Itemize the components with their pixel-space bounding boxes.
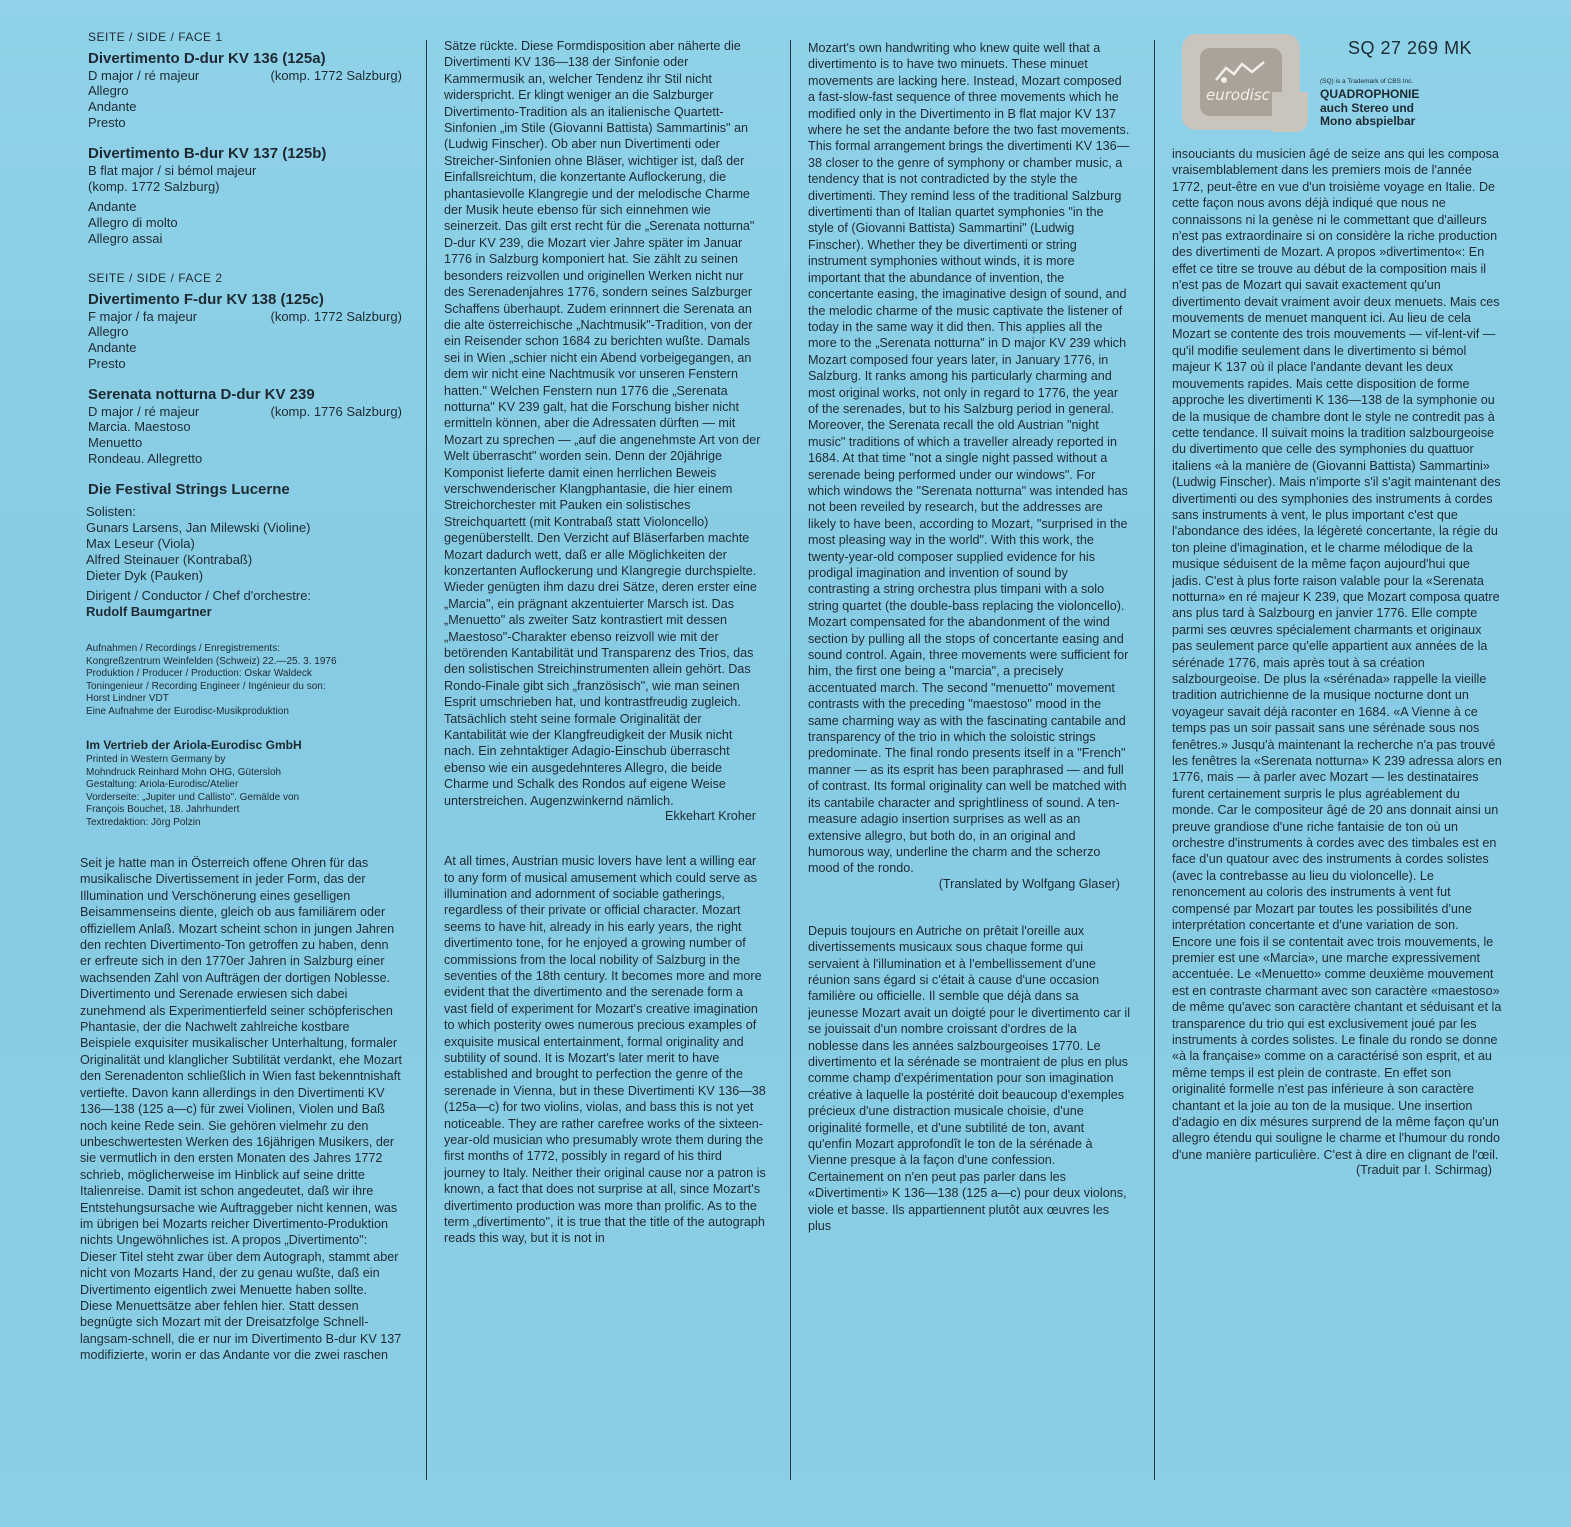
quadrophonie-note: [1320, 88, 1419, 129]
trademark-note: (SQ) is a Trademark of CBS Inc.: [1320, 78, 1414, 85]
print-credits: [86, 754, 402, 829]
column-3: [808, 30, 1130, 1490]
credit-line: Textredaktion: Jörg Polzin: [86, 816, 201, 828]
english-essay-part1: At all times, Austrian music lovers have lent a willing ear to any form of musical amusement which could serve as illumination and adornment of sociable gatherings, regardless of their private or official character. Mozart seems to have hit, already in his early years, the right divertimento tone, for he enjoyed a growing number of commissions from the local nobility of Salzburg in the seventies of the 18th century. It becomes more and more evident that the divertimento and the serenade form a vast field of experiment for Mozart's creative imagination to which posterity owes numerous precious examples of exquisite musical entertainment, formal originality and subtility of sound. It is Mozart's later merit to have established and brought to perfection the genre of the serenade in Vienna, but in these Divertimenti KV 136—38 (125a—c) for two violins, violas, and bass this is not yet noticeable. They are rather carefree works of the sixteen-year-old musician who presumably wrote them during the first months of 1772, possibly in regard of his third journey to Italy. Neither their original cause nor a patron is known, a fact that does not surprise at all, since Mozart's divertimento production was more than prolific. As to the term „divertimento", it is true that the title of the autograph reads this way, but it is not in: [444, 854, 766, 1246]
column-divider: [790, 40, 791, 1480]
work-entry: [80, 50, 402, 131]
work-entry: [80, 291, 402, 372]
quad-line: QUADROPHONIE: [1320, 87, 1420, 101]
movement: Rondeau. Allegretto: [88, 451, 203, 466]
work-komp: (komp. 1772 Salzburg): [270, 68, 402, 83]
movement: Allegro di molto: [88, 215, 178, 230]
work-title: Divertimento F-dur KV 138 (125c): [88, 291, 324, 308]
recording-credits: [86, 643, 402, 718]
movement: Allegro assai: [88, 231, 163, 246]
work-key-line: [88, 68, 402, 83]
work-key-line: [88, 404, 402, 419]
work-title: Divertimento B-dur KV 137 (125b): [88, 145, 327, 162]
work-key: F major / fa majeur: [88, 309, 198, 324]
french-essay-signature: (Traduit par I. Schirmag): [1355, 1163, 1492, 1178]
french-essay-part2: insouciants du musicien âgé de seize ans qui les composa vraisemblablement dans les premiers mois de l'année 1772, peut-être en vue d'un troisième voyage en Italie. De cette façon nous avons déjà indiqué que nous ne connaissons ni la genèse ni le commettant que d'ailleurs n'est pas extraordinaire si on considère la riche production des divertimenti de Mozart. A propos »divertimento«: En effet ce titre se trouve au début de la composition mais il n'est pas de Mozart qui savait exactement qu'un divertimento devait vraiment avoir deux menuets. Mais ces mouvements de menuet manquent ici. Au lieu de cela Mozart se contente des trois mouvements — vif-lent-vif — qu'il modifie seulement dans le divertimento si bémol majeur K 137 où il place l'andante devant les deux mouvements rapides. Mais cette disposition de forme approche les divertimenti K 136—138 de la symphonie ou de la musique de chambre dont le style ne contredit pas à cette tendance. Il suivait moins la tradition salzbourgeoise du divertimento que celle des symphonies du quattuor italiens «à la manière de (Giovanni Battista) Sammartini» (Ludwig Finscher). Mais n'importe s'il s'agit maintenant des divertimenti ou des symphonies des instruments à cordes sans instruments à vent, le plus important c'est que l'abondance des idées, la légèreté concertante, la régie du ton pleine d'imagination, et le charme mélodique de la musique séduisent de la même façon aujourd'hui que jadis. C'est à plus forte raison valable pour la «Serenata notturna» en ré majeur K 239, que Mozart composa quatre ans plus tard à Salzbourg en janvier 1776. Elle compte parmi ses œuvres spécialement charmants et originaux pas seulement parce qu'elle appartient aux années de la sérénade 1776, mais après tout à sa création salzbourgeoise. De plus la «sérénada» rappelle la vieille tradition autrichienne de la musique nocturne dont un voyageur savait déjà raconter en 1684. «A Vienne à ce temps pas un soir passait sans une sérénade sous nos fenêtres.» Jusqu'à maintenant la recherche n'a pas trouvé les fenêtres la «Serenata notturna» K 239 adressa alors en 1776, mais — à parler avec Mozart — les destinataires furent certainement surpris le plus agréablement du monde. Car le compositeur âgé de 20 ans donnait ainsi un preuve grandiose d'une riche fantaisie de ton où un orchestre d'instruments à cordes avec des timbales est en face d'un quatour avec des instruments à cordes solistes (avec la contrebasse au lieu du violoncelle). Le renoncement au coloris des instruments à vent fut compensé par Mozart par toutes les possibilités d'une interprétation concertante et d'une variation de son. Encore une fois il se contentait avec trois mouvements, le premier est une «Marcia», une marche expressivement accentuée. Le «Menuetto» comme deuxième mouvement est en contraste charmant avec son caractère «maestoso» de même qu'avec son caractère chantant et séduisant et la transparence du trio qui est exclusivement joué par les instruments à cordes solistes. Le finale du rondo se donne «à la française» comme on a caractérisé son esprit, et au même temps il est plein de contraste. En effet son originalité formelle n'est pas inférieure à son caractère chantant et la joie au ton de la musique. Une insertion d'adagio en dix mésures surprend de la même façon qu'un allegro étendu qui souligne le charme et l'humour du rondo d'une manière particulière. C'est à dire en clignant de l'œil.: [1172, 147, 1502, 1162]
logo-wordmark: eurodisc: [1206, 86, 1270, 104]
credit-line: Printed in Western Germany by: [86, 754, 226, 765]
conductor-label: Dirigent / Conductor / Chef d'orchestre:: [86, 588, 312, 603]
credit-line: Produktion / Producer / Production: Oskar Waldeck: [86, 668, 312, 679]
ensemble-name: Die Festival Strings Lucerne: [88, 481, 290, 498]
work-key: D major / ré majeur: [88, 404, 200, 419]
credit-line: Kongreßzentrum Weinfelden (Schweiz) 22.—25. 3. 1976: [86, 655, 337, 667]
movement: Allegro: [88, 324, 129, 339]
soloist: Max Leseur (Viola): [86, 536, 195, 551]
work-key: B flat major / si bémol majeur: [88, 163, 257, 178]
german-essay-part1: Seit je hatte man in Österreich offene Ohren für das musikalische Divertissement in jeder Form, das der Illumination und Verschönerung eines geselligen Beisammenseins diente, gleich ob aus familiärem oder offiziellem Anlaß. Mozart scheint schon in jungen Jahren den rechten Divertimento-Ton getroffen zu haben, denn er erfreute sich in den 1770er Jahren in Salzburg einer wachsenden Zahl von Aufträgen der dortigen Noblesse. Divertimento und Serenade erwiesen sich dabei zunehmend als Experimentierfeld seiner schöpferischen Phantasie, der die Nachwelt zahlreiche kostbare Beispiele exquisiter musikalischer Unterhaltung, formaler Originalität und klanglicher Subtilität verdankt, ehe Mozart den Serenadenton schließlich in Wien fast bekenntnishaft vertiefte. Davon kann allerdings in den Divertimenti KV 136—138 (125 a—c) für zwei Violinen, Violen und Baß noch keine Rede sein. Sie gehören vielmehr zu den unbeschwertesten Werken des 16jährigen Musikers, der sie vermutlich in den ersten Monaten des Jahres 1772 schrieb, möglicherweise im Hinblick auf seine dritte Italienreise. Damit ist schon angedeutet, daß wir ihre Entstehungsursache wie Auftraggeber nicht kennen, was im übrigen bei Mozarts reicher Divertimento-Produktion nichts Ungewöhnliches ist. A propos „Divertimento": Dieser Titel steht zwar über dem Autograph, stammt aber nicht von Mozarts Hand, der zu genau wußte, daß ein Divertimento eigentlich zwei Menuette haben sollte. Diese Menuettsätze aber fehlen hier. Statt dessen begnügte sich Mozart mit der Dreisatzfolge Schnell-langsam-schnell, die er nur im Divertimento B-dur KV 137 modifizierte, worin er das Andante vor die zwei raschen: [80, 856, 402, 1363]
work-entry: [80, 145, 402, 247]
german-essay-signature: Ekkehart Kroher: [665, 809, 756, 824]
movement: Presto: [88, 356, 126, 371]
work-komp: (komp. 1772 Salzburg): [270, 309, 402, 324]
credit-line: François Bouchet, 18. Jahrhundert: [86, 804, 240, 815]
soloists-label: Solisten:: [86, 504, 136, 519]
french-essay-part1: Depuis toujours en Autriche on prêtait l'oreille aux divertissements musicaux sous chaque forme qui servaient à l'illumination et à l'embellissement d'une réunion sans égard si c'était à cause d'une occasion familière ou officielle. Il semble que déjà dans sa jeunesse Mozart avait un doigté pour le divertimento car il se jouissait d'un nombre croissant d'ordres de la noblesse dans les années salzbourgeoises 1770. Le divertimento et la sérénade se montraient de plus en plus comme champ d'expérimentation pour son imagination créative à laquelle la postérité doit beaucoup d'exemples précieux d'une distraction musicale choisie, d'une originalité formelle, et d'une subtilité de ton, avant qu'enfin Mozart approfondît le ton de la sérénade à Vienne presque à la façon d'une confession. Certainement on n'en peut pas parler dans les «Divertimenti» K 136—138 (125 a—c) pour deux violons, viole et basse. Ils appartiennent plutôt aux œuvres les plus: [808, 923, 1130, 1234]
work-komp: (komp. 1772 Salzburg): [88, 179, 220, 194]
side-2-heading: SEITE / SIDE / FACE 2: [88, 271, 223, 285]
movement: Presto: [88, 115, 126, 130]
column-4: [1172, 30, 1502, 1490]
work-komp: (komp. 1776 Salzburg): [270, 404, 402, 419]
label-header: [1172, 30, 1502, 140]
movement: Andante: [88, 199, 137, 214]
english-essay-signature: (Translated by Wolfgang Glaser): [938, 876, 1120, 891]
column-1: [80, 30, 402, 1490]
credit-line: Toningenieur / Recording Engineer / Ingénieur du son:: [86, 680, 326, 692]
movement: Marcia. Maestoso: [88, 419, 191, 434]
credit-line: Horst Lindner VDT: [86, 693, 169, 704]
work-title: Serenata notturna D-dur KV 239: [88, 386, 315, 403]
side-1-heading: SEITE / SIDE / FACE 1: [88, 30, 223, 44]
credit-line: Mohndruck Reinhard Mohn OHG, Gütersloh: [86, 766, 282, 778]
work-key-line: [88, 309, 402, 324]
credit-line: Eine Aufnahme der Eurodisc-Musikproduktion: [86, 705, 289, 717]
soloist: Dieter Dyk (Pauken): [86, 568, 204, 583]
quad-line: auch Stereo und: [1320, 100, 1415, 115]
movement: Menuetto: [88, 435, 143, 450]
movement: Andante: [88, 99, 137, 114]
credit-line: Aufnahmen / Recordings / Enregistrements:: [86, 643, 280, 654]
credit-line: Gestaltung: Ariola-Eurodisc/Atelier: [86, 779, 239, 790]
german-essay-part2: Sätze rückte. Diese Formdisposition aber näherte die Divertimenti KV 136—138 der Sinfonie oder Kammermusik an, welcher Tendenz ihr Stil nicht widerspricht. Er klingt weniger an die Salzburger Divertimento-Tradition als an italienische Quartett-Sinfonien „im Stile (Giovanni Battista) Sammartinis" an (Ludwig Finscher). Ob aber nun Divertimenti oder Streicher-Sinfonien ohne Bläser, wichtiger ist, daß der Einfallsreichtum, die konzertante Auflockerung, die phantasievolle Klangregie und der melodische Charme der Musik heute ebenso für sich einnehmen wie seinerzeit. Das gilt erst recht für die „Serenata notturna" D-dur KV 239, die Mozart vier Jahre später im Januar 1776 in Salzburg komponiert hat. Sie zählt zu seinen besonders reizvollen und originellen Werken nicht nur des Serenadenjahres 1776, sondern seines Salzburger Schaffens überhaupt. Zudem erinnnert die Serenata an die alte österreichische „Nachtmusik"-Tradition, von der ein Reisender schon 1684 zu berichten wußte. Damals sei in Wien „schier nicht ein Abend vorbeigegangen, an dem wir nicht eine Nachtmusik vor unseren Fenstern hatten." Welchen Fenstern nun 1776 die „Serenata notturna" KV 239 galt, hat die Forschung bisher nicht ermitteln können, aber die Adressaten dürften — mit Mozart zu sprechen — „auf die angenehmste Art von der Welt überrascht" worden sein. Denn der 20jährige Komponist lieferte damit einen herrlichen Beweis verschwenderischer Klangphantasie, die hier einem Streichorchester mit Pauken ein solistisches Streichquartett (mit Kontrabaß statt Violoncello) gegenüberstellt. Den Verzicht auf Bläserfarben machte Mozart dadurch wett, daß er alle Möglichkeiten der konzertanten Auflockerung und Klangregie durchspielte. Wieder genügten ihm dazu drei Sätze, deren erster eine „Marcia", ein prägnant akzentuierter Marsch ist. Das „Menuetto" als zweiter Satz kontrastiert mit dessen „Maestoso"-Charakter ebenso reizvoll wie mit der betörenden Kantabilität und Transparenz des Trios, das den solistischen Streichinstrumenten allein gehört. Das Rondo-Finale gibt sich „französisch", wie man seinen Esprit umschrieben hat, und kontrastfreudig zugleich. Tatsächlich steht seine formale Originalität der Kantabilität wie der Klangfreudigkeit der Musik nicht nach. Ein zehntaktiger Adagio-Einschub überrascht ebenso wie ein ausgedehnteres Allegro, die beide Charme und Schalk des Rondos auf eigene Weise unterstreichen. Augenzwinkernd nämlich.: [444, 39, 761, 808]
movement: Andante: [88, 340, 137, 355]
soloist: Gunars Larsens, Jan Milewski (Violine): [86, 520, 311, 535]
catalog-number: SQ 27 269 MK: [1348, 38, 1473, 58]
quad-line: Mono abspielbar: [1320, 114, 1416, 128]
credit-line: Vorderseite: „Jupiter und Callisto". Gemälde von: [86, 791, 300, 803]
work-title: Divertimento D-dur KV 136 (125a): [88, 50, 326, 67]
english-essay-part2: Mozart's own handwriting who knew quite well that a divertimento is to have two minuets. These minuet movements are lacking here. Instead, Mozart composed a fast-slow-fast sequence of three movements which he modified only in the Divertimento in B flat major KV 137 where he set the andante before the two fast movements. This formal arrangement brings the divertimenti KV 136—38 closer to the genre of symphony or chamber music, a tendency that is not contradicted by the style the divertimenti. They remind less of the traditional Salzburg divertimenti than of Italian quartet symphonies "in the style of (Giovanni Battista) Sammartini" (Ludwig Finscher). Whether they be divertimenti or string instrument symphonies without winds, it is more important that the abundance of invention, the concertante easing, the imaginative design of sound, and the melodic charme of the music captivate the listener of today in the same way it did then. This applies all the more to the „Serenata notturna" in D major KV 239 which Mozart composed four years later, in January 1776, in Salzburg. It ranks among his particularly charming and most original works, not only in regard to 1776, the year of the serenades, but to his Salzburg period in general. Moreover, the Serenata recall the old Austrian "night music" traditions of which a traveller already reported in 1684. At that time "not a single night passed without a serenade being performed under our windows". For which windows the "Serenata notturna" was intended has not been reveiled by research, but the addresses are likely to have been, according to Mozart, "surprised in the most pleasing way in the world". With this work, the twenty-year-old composer supplied evidence for his prodigal imagination and invention of sound by contrasting a string orchestra plus timpani with a solo string quartet (the double-bass replacing the violoncello). Mozart compensated for the abandonment of the wind section by pulling all the stops of concertante easing and sound control. Again, three movements were sufficient for him, the first one being a "marcia", a precisely accentuated march. The second "menuetto" movement contrasts with the preceding "maestoso" mood in the same charming way as with the fascinating cantabile and transparency of the trio in which the soloistic strings predominate. The final rondo presents itself in a "French" manner — as its esprit has been paraphrased — and full of contrast. Its formal originality can well be matched with its cantabile character and sprightliness of sound. A ten-measure adagio insertion surprises as well as an extensive allegro, but both do, in an original and humorous way, underline the charm and the scherzo mood of the rondo.: [808, 41, 1130, 876]
work-key: D major / ré majeur: [88, 68, 200, 83]
movement: Allegro: [88, 83, 129, 98]
work-entry: [80, 386, 402, 467]
soloist: Alfred Steinauer (Kontrabaß): [86, 552, 253, 567]
conductor-name: Rudolf Baumgartner: [86, 604, 212, 619]
column-divider: [1154, 40, 1155, 1480]
distribution-line: Im Vertrieb der Ariola-Eurodisc GmbH: [86, 738, 302, 752]
column-2: [444, 30, 766, 1490]
column-divider: [426, 40, 427, 1480]
chariot-icon: [1212, 58, 1272, 84]
